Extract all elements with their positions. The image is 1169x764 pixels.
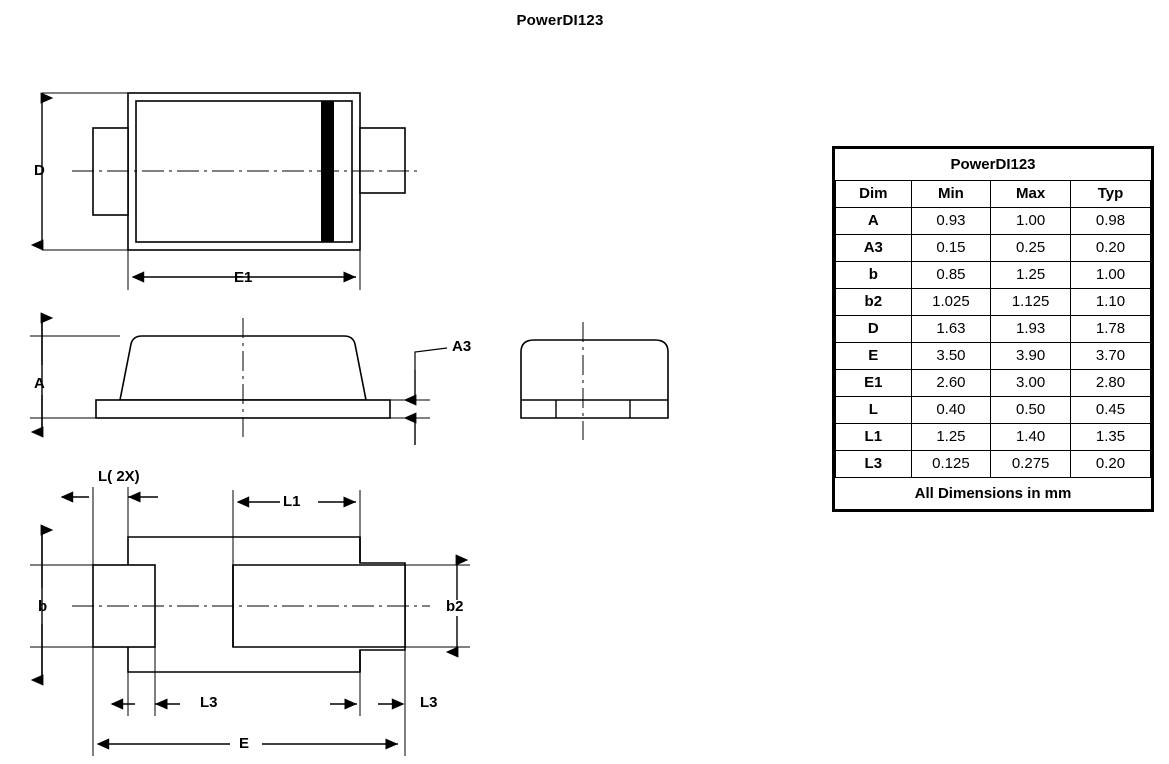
- cell-dim: L3: [836, 451, 912, 478]
- label-l-2x: L( 2X): [98, 468, 140, 485]
- cell-typ: 0.20: [1070, 451, 1150, 478]
- label-l3-right: L3: [420, 694, 438, 711]
- table-row: [836, 208, 1151, 235]
- cell-max: 3.90: [991, 343, 1071, 370]
- label-e: E: [239, 735, 250, 752]
- cell-dim: E: [836, 343, 912, 370]
- cell-max: 1.93: [991, 316, 1071, 343]
- cell-max: 0.25: [991, 235, 1071, 262]
- cell-max: 1.00: [991, 208, 1071, 235]
- table-header-row: [836, 181, 1151, 208]
- cell-min: 0.40: [911, 397, 991, 424]
- cell-typ: 3.70: [1070, 343, 1150, 370]
- cell-max: 0.50: [991, 397, 1071, 424]
- label-a3: A3: [452, 338, 472, 355]
- table-row: [836, 262, 1151, 289]
- cell-typ: 1.10: [1070, 289, 1150, 316]
- cell-min: 0.125: [911, 451, 991, 478]
- table-row: [836, 235, 1151, 262]
- cell-dim: b: [836, 262, 912, 289]
- table-footer-row: [836, 478, 1151, 510]
- table-row: [836, 451, 1151, 478]
- cell-min: 1.63: [911, 316, 991, 343]
- cell-min: 0.85: [911, 262, 991, 289]
- cell-min: 1.25: [911, 424, 991, 451]
- cell-typ: 0.45: [1070, 397, 1150, 424]
- cell-min: 1.025: [911, 289, 991, 316]
- cell-max: 1.40: [991, 424, 1071, 451]
- table-row: [836, 316, 1151, 343]
- table-row: [836, 343, 1151, 370]
- header-typ: Typ: [1070, 181, 1150, 208]
- table-title: PowerDI123: [836, 149, 1151, 181]
- cell-dim: E1: [836, 370, 912, 397]
- cell-dim: A3: [836, 235, 912, 262]
- cell-max: 3.00: [991, 370, 1071, 397]
- cell-dim: L1: [836, 424, 912, 451]
- table-row: [836, 289, 1151, 316]
- label-l1: L1: [283, 493, 301, 510]
- label-b: b: [38, 598, 48, 615]
- table-footer: All Dimensions in mm: [836, 478, 1151, 510]
- cell-min: 2.60: [911, 370, 991, 397]
- page-title: PowerDI123: [516, 12, 604, 29]
- cell-typ: 1.35: [1070, 424, 1150, 451]
- label-b2: b2: [446, 598, 464, 615]
- cell-typ: 0.98: [1070, 208, 1150, 235]
- label-d: D: [34, 162, 45, 179]
- label-e1: E1: [234, 269, 253, 286]
- cell-typ: 2.80: [1070, 370, 1150, 397]
- cell-dim: L: [836, 397, 912, 424]
- label-l3-left: L3: [200, 694, 218, 711]
- header-min: Min: [911, 181, 991, 208]
- cell-min: 3.50: [911, 343, 991, 370]
- cell-min: 0.15: [911, 235, 991, 262]
- cell-dim: A: [836, 208, 912, 235]
- table-row: [836, 397, 1151, 424]
- cell-typ: 0.20: [1070, 235, 1150, 262]
- cell-max: 0.275: [991, 451, 1071, 478]
- table-title-row: [836, 149, 1151, 181]
- cell-dim: D: [836, 316, 912, 343]
- label-a: A: [34, 375, 45, 392]
- cell-typ: 1.00: [1070, 262, 1150, 289]
- table-row: [836, 370, 1151, 397]
- cell-typ: 1.78: [1070, 316, 1150, 343]
- cell-min: 0.93: [911, 208, 991, 235]
- cell-max: 1.125: [991, 289, 1071, 316]
- cell-max: 1.25: [991, 262, 1071, 289]
- dimension-table: [832, 146, 1154, 512]
- header-max: Max: [991, 181, 1071, 208]
- cell-dim: b2: [836, 289, 912, 316]
- header-dim: Dim: [836, 181, 912, 208]
- table-row: [836, 424, 1151, 451]
